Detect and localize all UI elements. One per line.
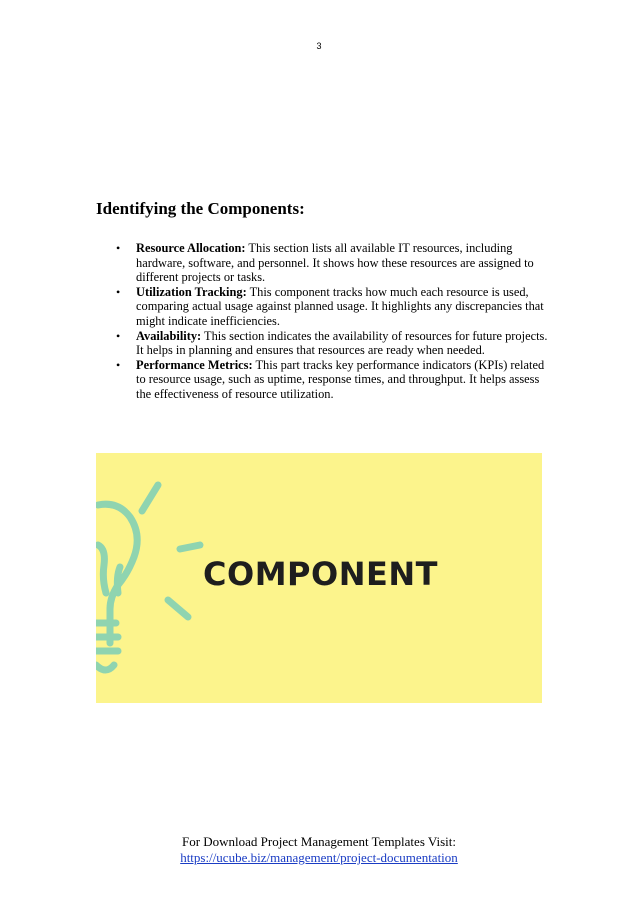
list-item — [116, 241, 548, 285]
item-term: Resource Allocation: — [136, 241, 246, 255]
bullet-icon: • — [116, 284, 121, 299]
section-heading: Identifying the Components: — [96, 199, 305, 218]
component-banner-image — [96, 453, 542, 703]
item-description: This part tracks key performance indicators (KPIs) related to resource usage, such as uptime, response times, and throughput. It helps assess the effectiveness of resource utilization. — [136, 357, 545, 401]
components-list — [116, 241, 548, 402]
footer-label: For Download Project Management Templates Visit: — [181, 834, 457, 849]
item-description: This component tracks how much each resource is used, comparing actual usage against planned usage. It highlights any discrepancies that might indicate inefficiencies. — [136, 284, 544, 328]
page-number: 3 — [316, 41, 322, 51]
item-term: Availability: — [136, 328, 202, 343]
list-item — [116, 329, 548, 358]
list-item — [116, 358, 548, 402]
item-term: Utilization Tracking: — [136, 284, 247, 299]
item-description: This section lists all available IT resources, including hardware, software, and personnel. It shows how these resources are assigned to different projects or tasks. — [136, 241, 534, 285]
footer — [0, 834, 638, 866]
bullet-icon: • — [116, 241, 121, 255]
item-description: This section indicates the availability of resources for future projects. It helps in planning and ensures that resources are ready when needed. — [136, 328, 548, 358]
footer-link[interactable]: https://ucube.biz/management/project-documentation — [180, 850, 458, 865]
bullet-icon: • — [116, 328, 121, 343]
banner-title: COMPONENT — [203, 555, 438, 593]
item-term: Performance Metrics: — [136, 357, 253, 372]
list-item — [116, 285, 548, 329]
bullet-icon: • — [116, 357, 121, 372]
